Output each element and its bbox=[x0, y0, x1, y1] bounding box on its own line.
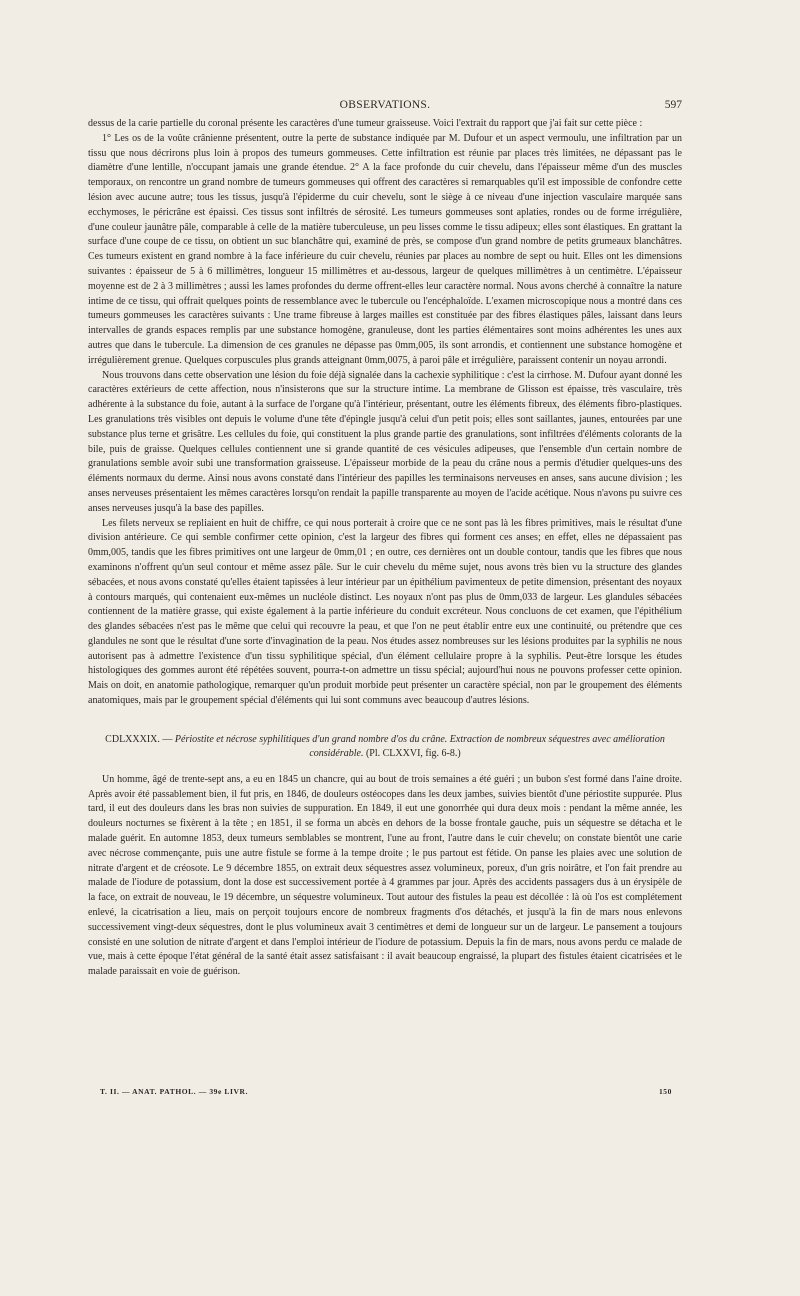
paragraph: Les filets nerveux se repliaient en huit de chiffre, ce qui nous porterait à croire que ce ne sont pas là les fibres primitives, mais le résultat d'une division antérieure. Ce qui semble confirmer cette opinion, c'est la largeur des fibres qui forment ces anses; en effet, elles ne dépassaient pas 0mm,005, tandis que les fibres primitives ont une largeur de 0mm,01 ; en outre, ces dernières ont un double contour, tandis que les fibres que nous examinons n'offrent qu'un seul contour et même assez pâle. Sur le cuir chevelu du même sujet, nous avons très bien vu la structure des glandes sébacées, et nous avons constaté qu'elles étaient tapissées à leur intérieur par un épithélium pavimenteux de petite dimension, présentant des noyaux à contours marqués, qui contenaient eux-mêmes un nucléole distinct. Les noyaux n'ont pas plus de 0mm,033 de largeur. Les glandules sébacées contiennent de la matière grasse, qui existe également à la partie inférieure du conduit excréteur. Nous concluons de cet examen, que l'épithélium des glandes sébacées n'est pas le même que celui qui recouvre la peau, et que l'on ne peut établir entre eux une continuité, ou prétendre que ces glandules ne sont que le résultat d'une sorte d'invagination de la peau. Nos études assez nombreuses sur les lésions produites par la syphilis ne nous autorisent pas à admettre l'existence d'un tissu syphilitique spécial, d'un élément cellulaire propre à la syphilis. Peut-être lorsque les études histologiques des gommes auront été répétées souvent, pourra-t-on admettre un tissu spécial; aujourd'hui nous ne pouvons professer cette opinion. Mais on doit, en anatomie pathologique, remarquer qu'un produit morbide peut présenter un caractère spécial, non par le groupement des éléments anatomiques, mais par le groupement spécial d'éléments qui lui sont communs avec beaucoup d'autres lésions. bbox=[88, 517, 682, 707]
sheet-number: 150 bbox=[658, 1087, 672, 1096]
paragraph: Un homme, âgé de trente-sept ans, a eu en 1845 un chancre, qui au bout de trois semaines a été guéri ; un bubon s'est formé dans l'aine droite. Après avoir été passablement bien, il fut pris, en 1846, de douleurs ostéocopes dans les deux jambes, suivies bientôt d'une périostite suppurée. Plus tard, il eut des douleurs dans les bras non suivies de suppuration. En 1849, il eut une gonorrhée qui dura deux mois : pendant la même année, les douleurs nocturnes se fixèrent à la tête ; en 1851, il se forma un abcès en dehors de la bosse frontale gauche, puis un séquestre se détacha et le malade guérit. En automne 1853, deux tumeurs semblables se montrent, l'une au front, l'autre dans le cuir chevelu; on constate bientôt une carie avec nécrose commençante, puis une autre fistule se forme à la tempe droite ; le pus partout est fétide. On panse les plaies avec une solution de nitrate d'argent et de créosote. Le 9 décembre 1855, on extrait deux séquestres assez volumineux, poreux, d'un gris noirâtre, et l'on fait prendre au malade de l'iodure de potassium, dont la dose est successivement portée à 4 grammes par jour. Après des accidents passagers dus à un érysipèle de la face, on extrait de nouveau, le 19 décembre, un séquestre volumineux. Tout autour des fistules la peau est décollée : là où l'os est complétement enlevé, la cicatrisation a lieu, mais on perçoit toujours encore de nombreux fragments d'os détachés, et jusqu'à la fin de mars nous enlevons successivement vingt-deux séquestres, dont le plus volumineux avait 3 centimètres et demi de longueur sur un de largeur. Le pansement a toujours consisté en une solution de nitrate d'argent et dans l'emploi intérieur de l'iodure de potassium. Depuis la fin de mars, nous avons perdu ce malade de vue, mais à cette époque l'état général de la santé était assez satisfaisant : il avait beaucoup engraissé, la plupart des fistules étaient cicatrisées et le malade paraissait en voie de guérison. bbox=[88, 773, 682, 978]
paragraph: Nous trouvons dans cette observation une lésion du foie déjà signalée dans la cachexie syphilitique : c'est la cirrhose. M. Dufour ayant donné les caractères extérieurs de cette affection, nous n'insisterons que sur la structure intime. La membrane de Glisson est épaisse, très vasculaire, très adhérente à la substance du foie, autant à la surface de l'organe qu'à l'intérieur, présentant, outre les éléments fibreux, des éléments fibro-plastiques. Les granulations très visibles ont depuis le volume d'une tête d'épingle jusqu'à celui d'un petit pois; elles sont saillantes, jaunes, entourées par une substance plus terne et grisâtre. Les cellules du foie, qui constituent la plus grande partie des granulations, sont infiltrées d'éléments colorants de la bile, puis de graisse. Quelques cellules contiennent une si grande quantité de ces vésicules adipeuses, que l'ensemble d'un certain nombre de granulations semble avoir subi une transformation graisseuse. L'épaisseur morbide de la peau du crâne nous a permis d'étudier quelques-uns des éléments normaux du derme. Ainsi nous avons constaté dans l'intérieur des papilles les terminaisons nerveuses en anses, sans aucune division ; les anses nerveuses présentaient les mêmes caractères lorsqu'on rendait la papille transparente au moyen de l'acide acétique. Nous n'avons pu suivre ces anses nerveuses jusqu'à la base des papilles. bbox=[88, 369, 682, 514]
page-number: 597 bbox=[664, 99, 682, 111]
running-title: OBSERVATIONS. bbox=[339, 99, 431, 111]
paragraph: 1° Les os de la voûte crânienne présentent, outre la perte de substance indiquée par M. Dufour et un aspect vermoulu, une infiltration par un tissu que nous décrirons plus loin à propos des tumeurs gommeuses. Cette infiltration est réunie par places très limitées, ne dépassant pas le diamètre d'une lentille, n'occupant jamais une grande étendue. 2° A la face profonde du cuir chevelu, dans l'épaisseur même d'un des muscles temporaux, on rencontre un grand nombre de tumeurs gommeuses qui offrent des caractères si remarquables qu'il est impossible de confondre cette lésion avec aucune autre; tous les tissus, jusqu'à l'épiderme du cuir chevelu, sont le siège à ce niveau d'une injection vasculaire marquée sans ecchymoses, le péricrâne est épaissi. Ces tissus sont infiltrés de sérosité. Les tumeurs gommeuses sont aplaties, rondes ou de forme irrégulière, d'une couleur jaunâtre pâle, comparable à celle de la matière tuberculeuse, un peu lisses comme le tissu adipeux; elles sont élastiques. En grattant la surface d'une coupe de ce tissu, on obtient un suc blanchâtre qui, examiné de près, se compose d'un grand nombre de petits grumeaux blanchâtres. Ces tumeurs existent en grand nombre à la face inférieure du cuir chevelu, réunies par places au nombre de sept ou huit. Elles ont les dimensions suivantes : épaisseur de 5 à 6 millimètres, longueur 15 millimètres et au-dessous, largeur de quelques millimètres à un centimètre. L'épaisseur moyenne est de 2 à 3 millimètres ; aussi les lames profondes du derme offrent-elles leur caractère normal. Nous avons cherché à connaître la nature intime de ce tissu, qui offrait quelques points de ressemblance avec le tubercule ou l'encéphaloïde. L'examen microscopique nous a montré dans ces tumeurs gommeuses les caractères suivants : Une trame fibreuse à larges mailles est constituée par des fibres élastiques pâles, laissant dans leurs intervalles de grands espaces remplis par une substance homogène, granuleuse, dont les parties élémentaires sont moins adhérentes les unes aux autres que dans le tubercule. La dimension de ces granules ne dépasse pas 0mm,005, ils sont arrondis, et contiennent une substance homogène et irrégulièrement grenue. Quelques corpuscules plus grands atteignant 0mm,0075, à paroi pâle et irrégulière, paraissent contenir un noyau arrondi. bbox=[88, 132, 682, 366]
sheet-signature: T. II. — ANAT. PATHOL. — 39e LIVR. bbox=[100, 1087, 249, 1096]
paragraph: dessus de la carie partielle du coronal présente les caractères d'une tumeur graisseuse. Voici l'extrait du rapport que j'ai fait sur cette pièce : bbox=[88, 118, 643, 129]
text-body bbox=[88, 117, 682, 980]
sheet-footer bbox=[100, 1087, 680, 1099]
plate-reference: (Pl. CLXXVI, fig. 6-8.) bbox=[365, 747, 461, 759]
observation-number: CDLXXXIX. — bbox=[105, 733, 173, 745]
observation-heading bbox=[88, 733, 682, 761]
observation-title: Périostite et nécrose syphilitiques d'un grand nombre d'os du crâne. Extraction de nombreux séquestres avec amélioration considérable. bbox=[174, 733, 665, 759]
running-header bbox=[88, 99, 682, 113]
